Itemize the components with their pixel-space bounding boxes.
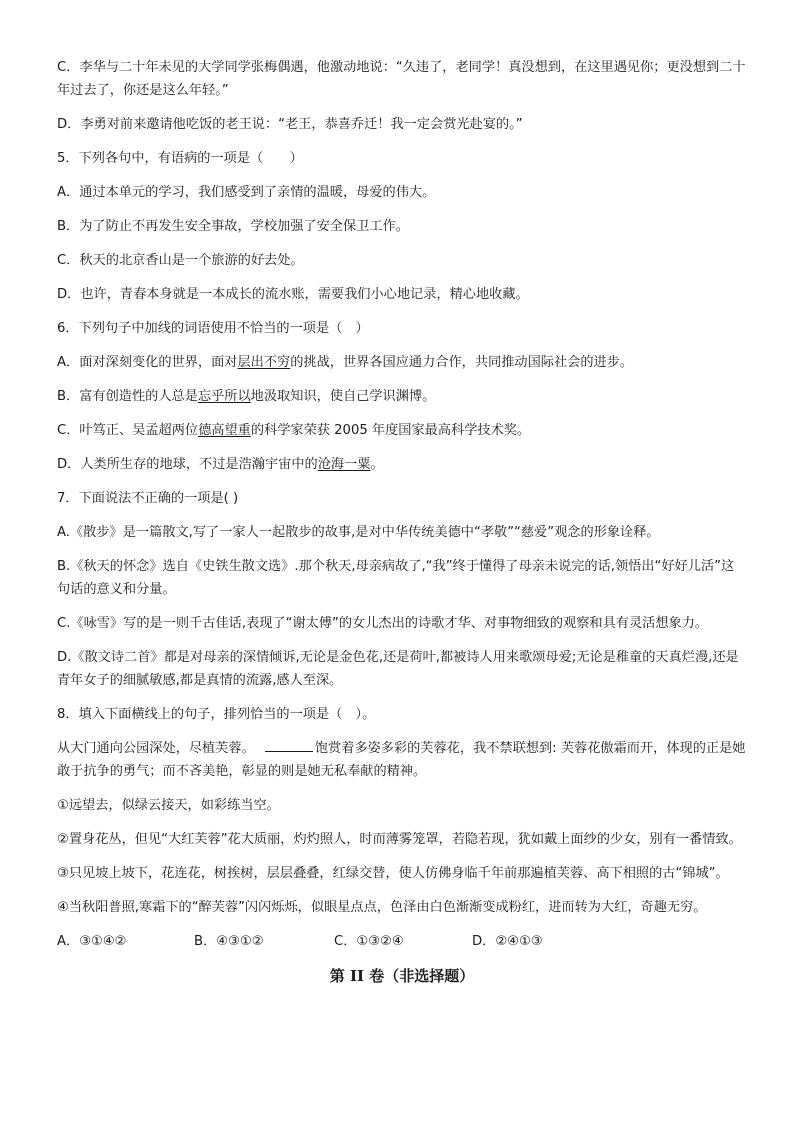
q8-sentence-3: ③只见坡上坡下，花连花，树挨树，层层叠叠，红绿交替，使人仿佛身临千年前那遍植芙蓉、高下相照的古“锦城”。 bbox=[57, 866, 729, 881]
q8-passage-start: 从大门通向公园深处，尽植芙蓉。 bbox=[57, 741, 255, 756]
q6-d-underlined: 沧海一粟 bbox=[317, 457, 371, 472]
q8-fill-blank bbox=[265, 737, 313, 752]
q7-option-b: B.《秋天的怀念》选自《史铁生散文选》.那个秋天,母亲病故了,“我”终于懂得了母亲未说完的话,领悟出“好好儿活”这句话的意义和分量。 bbox=[57, 559, 735, 597]
q5-option-c: C．秋天的北京香山是一个旅游的好去处。 bbox=[57, 253, 304, 268]
q8-stem: 8．填入下面横线上的句子，排列恰当的一项是（ ）。 bbox=[57, 707, 376, 722]
q5-option-a: A．通过本单元的学习，我们感受到了亲情的温暖，母爱的伟大。 bbox=[57, 185, 436, 200]
q4-option-d: D．李勇对前来邀请他吃饭的老王说：“老王，恭喜乔迁！我一定会赏光赴宴的。” bbox=[57, 117, 523, 132]
q5-stem: 5．下列各句中，有语病的一项是（ ） bbox=[57, 151, 303, 166]
q6-c-underlined: 德高望重 bbox=[198, 423, 251, 438]
q6-c-text: C．叶笃正、吴孟超两位 bbox=[57, 423, 199, 438]
q7-option-d: D.《散文诗二首》都是对母亲的深情倾诉,无论是金色花,还是荷叶,都被诗人用来歌颂母爱;无论是稚童的天真烂漫,还是青年女子的细腻敏感,都是真情的流露,感人至深。 bbox=[57, 650, 739, 688]
q6-a-text-end: 的挑战，世界各国应通力合作，共同推动国际社会的进步。 bbox=[290, 355, 634, 370]
q6-c-text-end: 的科学家荣获 2005 年度国家最高科学技术奖。 bbox=[250, 423, 531, 438]
q8-option-d: D．②④①③ bbox=[472, 934, 543, 949]
q5-option-d: D．也许，青春本身就是一本成长的流水账，需要我们小心地记录，精心地收藏。 bbox=[57, 287, 529, 302]
q6-option-d bbox=[57, 453, 747, 476]
q8-passage-end: 饱赏着多姿多彩的芙蓉花，我不禁联想到: 芙蓉花傲霜而开，体现的正是她敢于抗争的勇气；而不吝美艳，彰显的则是她无私奉献的精神。 bbox=[57, 741, 746, 779]
q7-option-c: C.《咏雪》写的是一则千古佳话,表现了“谢太傅”的女儿杰出的诗歌才华、对事物细致的观察和具有灵活想象力。 bbox=[57, 616, 709, 631]
q6-stem: 6．下列句子中加线的词语使用不恰当的一项是（ ） bbox=[57, 321, 369, 336]
q8-sentence-4: ④当秋阳普照,寒霜下的“醉芙蓉”闪闪烁烁，似眼星点点，色泽由白色渐渐变成粉红，进而转为大红，奇趣无穷。 bbox=[57, 900, 707, 915]
q8-option-a: A．③①④② bbox=[57, 934, 127, 949]
q6-b-underlined: 忘乎所以 bbox=[197, 389, 251, 404]
q6-option-b bbox=[57, 385, 747, 408]
exam-page bbox=[57, 56, 747, 988]
q8-passage bbox=[57, 737, 747, 783]
q6-option-c bbox=[57, 419, 747, 442]
q8-option-c: C．①③②④ bbox=[334, 934, 404, 949]
q8-sentence-2: ②置身花丛，但见“大红芙蓉”花大质丽，灼灼照人，时而薄雾笼罩，若隐若现，犹如戴上面纱的少女，别有一番情致。 bbox=[57, 832, 742, 847]
q6-b-text: B．富有创造性的人总是 bbox=[57, 389, 198, 404]
q7-stem: 7．下面说法不正确的一项是( ) bbox=[57, 491, 239, 506]
q6-a-text: A．面对深刻变化的世界，面对 bbox=[57, 355, 238, 370]
q6-d-text-end: 。 bbox=[370, 457, 384, 472]
section-title: 第 II 卷（非选择题） bbox=[329, 967, 475, 985]
q8-options bbox=[57, 930, 747, 953]
q6-option-a bbox=[57, 351, 747, 374]
q7-option-a: A.《散步》是一篇散文,写了一家人一起散步的故事,是对中华传统美德中“孝敬”“慈爱”观念的形象诠释。 bbox=[57, 525, 660, 540]
q6-b-text-end: 地汲取知识，使自己学识渊博。 bbox=[250, 389, 436, 404]
q6-d-text: D．人类所生存的地球，不过是浩瀚宇宙中的 bbox=[57, 457, 318, 472]
q8-option-b: B．④③①② bbox=[194, 934, 264, 949]
q8-sentence-1: ①远望去，似绿云接天，如彩练当空。 bbox=[57, 798, 280, 813]
q6-a-underlined: 层出不穷 bbox=[237, 355, 291, 370]
q5-option-b: B．为了防止不再发生安全事故，学校加强了安全保卫工作。 bbox=[57, 219, 409, 234]
q4-option-c: C．李华与二十年未见的大学同学张梅偶遇，他激动地说：“久违了，老同学！真没想到，在这里遇见你；更没想到二十年过去了，你还是这么年轻。” bbox=[57, 60, 746, 98]
